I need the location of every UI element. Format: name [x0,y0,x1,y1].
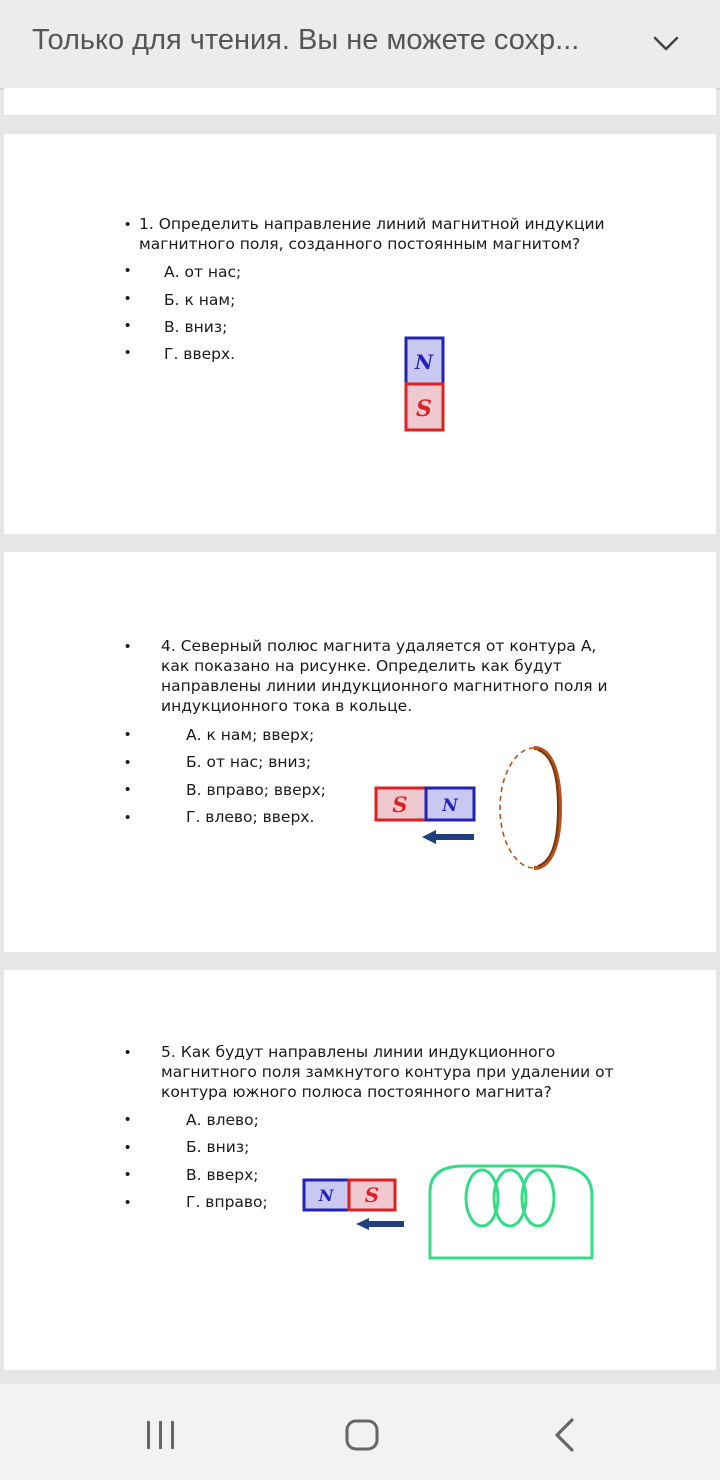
option-d: Г. вправо; [186,1193,268,1211]
bar-magnet-horizontal [374,786,478,822]
option-a: А. к нам; вверх; [186,726,315,744]
closed-coil-circuit [424,1162,600,1264]
slide-partial [4,88,716,115]
slide-question-1: • 1. Определить направление линий магнитной индукции магнитного поля, созданного постоянным магнитом? • А. от нас; • Б. к нам; • В. вниз; • Г. вверх. N S [4,134,716,534]
recents-icon[interactable] [130,1384,190,1480]
magnet-north-label: N [442,796,458,816]
option-b: Б. вниз; [186,1138,250,1156]
bar-magnet-horizontal [302,1178,398,1212]
option-b: Б. к нам; [164,291,236,309]
magnet-north-label: N [318,1186,334,1205]
magnet-north-label: N [414,350,434,374]
option-d: Г. вверх. [164,345,236,363]
left-arrow-icon [420,828,476,846]
read-only-banner [0,0,720,88]
question-text: 4. Северный полюс магнита удаляется от контура А, как показано на рисунке. Определить как будут направлены линии индукционного магнитного поля и индукционного тока в кольце. [161,637,608,715]
home-icon[interactable] [330,1384,394,1480]
left-arrow-icon [354,1216,406,1232]
slide-question-5: • 5. Как будут направлены линии индукционного магнитного поля замкнутого контура при удалении от контура южного полюса постоянного магнита? • А. влево; • Б. вниз; • В. вверх; • Г. вправо; N S [4,970,716,1370]
option-a: А. от нас; [164,263,242,281]
option-d: Г. влево; вверх. [186,808,315,826]
option-a: А. влево; [186,1111,259,1129]
magnet-south-label: S [364,1183,380,1207]
slide-question-4: • 4. Северный полюс магнита удаляется от контура А, как показано на рисунке. Определить как будут направлены линии индукционного магнитного поля и индукционного тока в кольце. • А. к нам; вверх; • Б. от нас; вниз; • В. вправо; вверх; • Г. влево; вверх. S N [4,552,716,952]
option-c: В. вправо; вверх; [186,781,326,799]
option-c: В. вверх; [186,1166,259,1184]
system-navigation-bar [0,1384,720,1480]
bar-magnet-vertical [404,336,446,432]
banner-title: Только для чтения. Вы не можете сохр... [32,24,580,56]
magnet-south-label: S [416,396,432,422]
question-text: 1. Определить направление линий магнитной индукции магнитного поля, созданного постоянным магнитом? [139,215,605,253]
question-text: 5. Как будут направлены линии индукционного магнитного поля замкнутого контура при удалении от контура южного полюса постоянного магнита? [161,1043,614,1101]
option-c: В. вниз; [164,318,228,336]
option-b: Б. от нас; вниз; [186,753,312,771]
magnet-south-label: S [392,792,408,817]
back-icon[interactable] [534,1384,594,1480]
conductor-ring [494,744,574,874]
chevron-down-icon[interactable] [650,30,682,58]
